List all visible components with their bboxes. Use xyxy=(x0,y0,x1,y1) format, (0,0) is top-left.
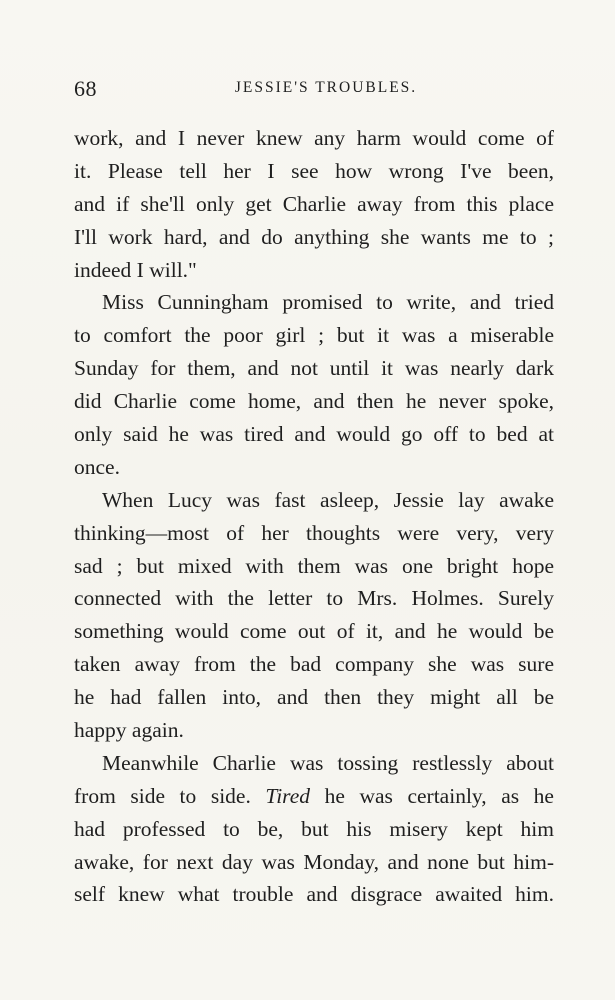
text-line: indeed I will." xyxy=(74,257,197,282)
text-line: awake, for next day was Monday, and none but him- xyxy=(74,849,554,874)
text-line-with-italic xyxy=(74,780,554,813)
text-line: thinking—most of her thoughts were very, very xyxy=(74,520,554,545)
text-line: it. Please tell her I see how wrong I've been, xyxy=(74,158,554,183)
text-line: happy again. xyxy=(74,718,184,743)
text-line: connected with the letter to Mrs. Holmes. Surely xyxy=(74,586,554,611)
running-head: JESSIE'S TROUBLES. xyxy=(234,79,418,96)
text-line: sad ; but mixed with them was one bright hope xyxy=(74,553,554,578)
text-line: Sunday for them, and not until it was nearly dark xyxy=(74,356,554,381)
text-segment: he was certainly, as he xyxy=(310,783,554,808)
text-line: to comfort the poor girl ; but it was a miserable xyxy=(74,323,554,348)
text-line: and if she'll only get Charlie away from this place xyxy=(74,191,554,216)
text-line: only said he was tired and would go off to bed at xyxy=(74,422,554,447)
page-number: 68 xyxy=(74,76,97,101)
text-segment: from side to side. xyxy=(74,783,266,808)
text-line: did Charlie come home, and then he never spoke, xyxy=(74,389,554,414)
page-header xyxy=(74,76,554,106)
text-line: once. xyxy=(74,454,120,479)
body-text xyxy=(74,122,554,911)
text-line: had professed to be, but his misery kept him xyxy=(74,816,554,841)
text-line: he had fallen into, and then they might all be xyxy=(74,685,554,710)
paragraph-first-line: When Lucy was fast asleep, Jessie lay awake xyxy=(102,487,554,512)
paragraph-first-line: Meanwhile Charlie was tossing restlessly about xyxy=(102,750,554,775)
text-line: I'll work hard, and do anything she wants me to ; xyxy=(74,224,554,249)
paragraph-first-line: Miss Cunningham promised to write, and tried xyxy=(102,290,554,315)
text-line: work, and I never knew any harm would come of xyxy=(74,126,554,150)
text-line: self knew what trouble and disgrace awaited him. xyxy=(74,882,554,907)
italic-word: Tired xyxy=(265,783,311,808)
text-line: taken away from the bad company she was sure xyxy=(74,652,554,677)
text-line: something would come out of it, and he would be xyxy=(74,619,554,644)
